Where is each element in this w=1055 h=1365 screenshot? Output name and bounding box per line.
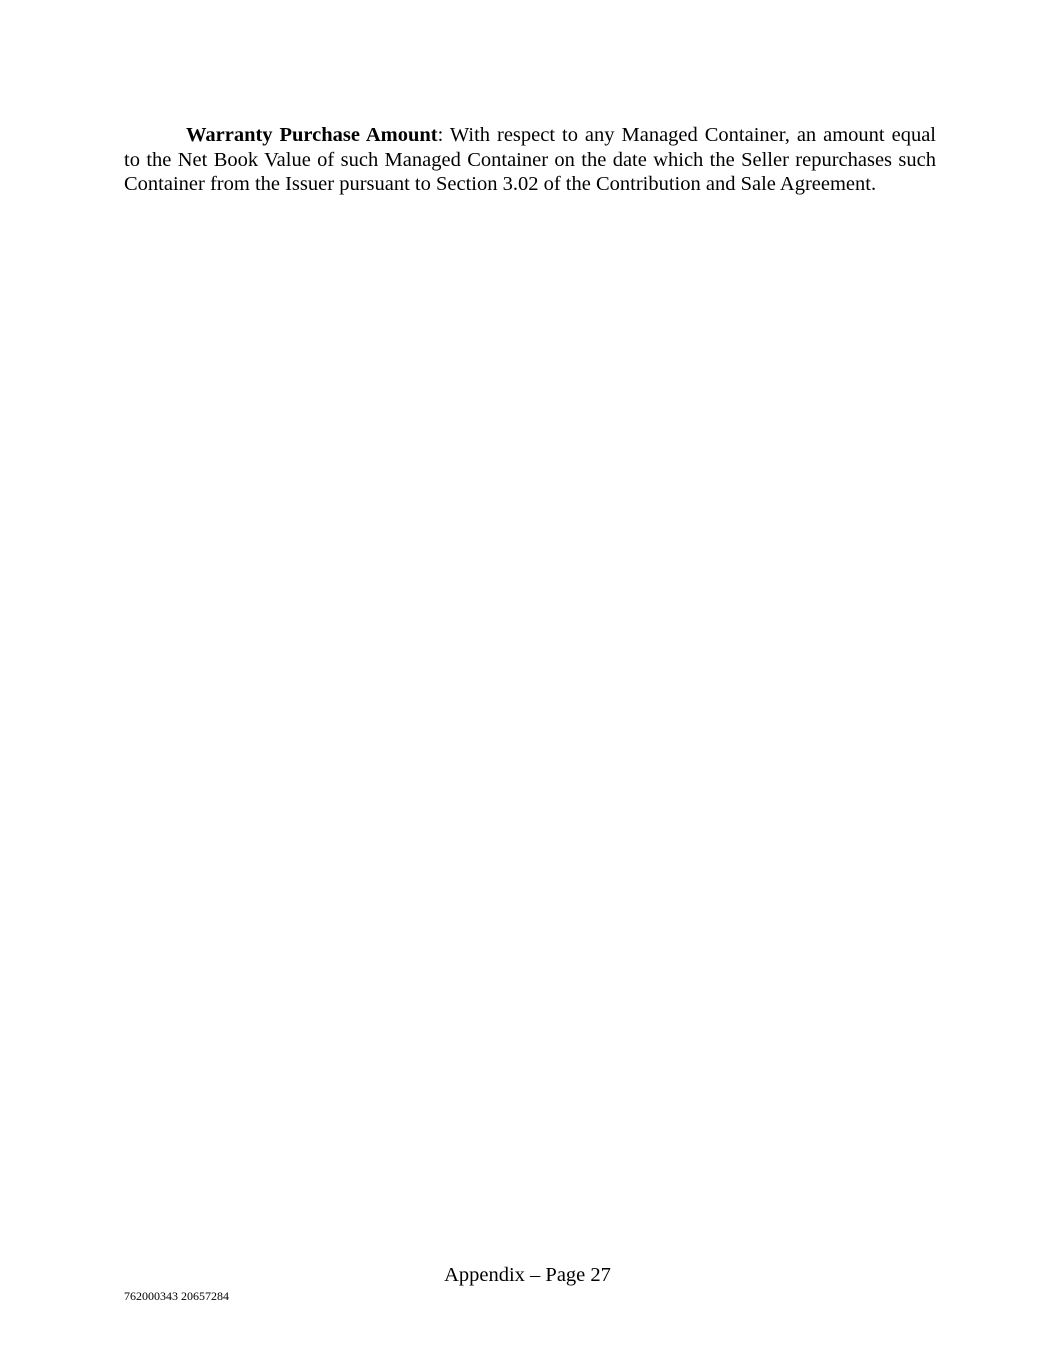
term-separator: : (437, 124, 444, 146)
document-id-footer: 762000343 20657284 (124, 1289, 229, 1303)
defined-term: Warranty Purchase Amount (186, 124, 438, 146)
definition-paragraph (124, 123, 936, 197)
page-number-footer: Appendix – Page 27 (444, 1264, 611, 1286)
definition-text: With respect to any Managed Container, an amount equal to the Net Book Value of such Managed Container on the date which the Seller repurchases such Container from the Issuer pursuant to Section 3.02 of the Contribution and Sale Agreement. (124, 124, 936, 195)
